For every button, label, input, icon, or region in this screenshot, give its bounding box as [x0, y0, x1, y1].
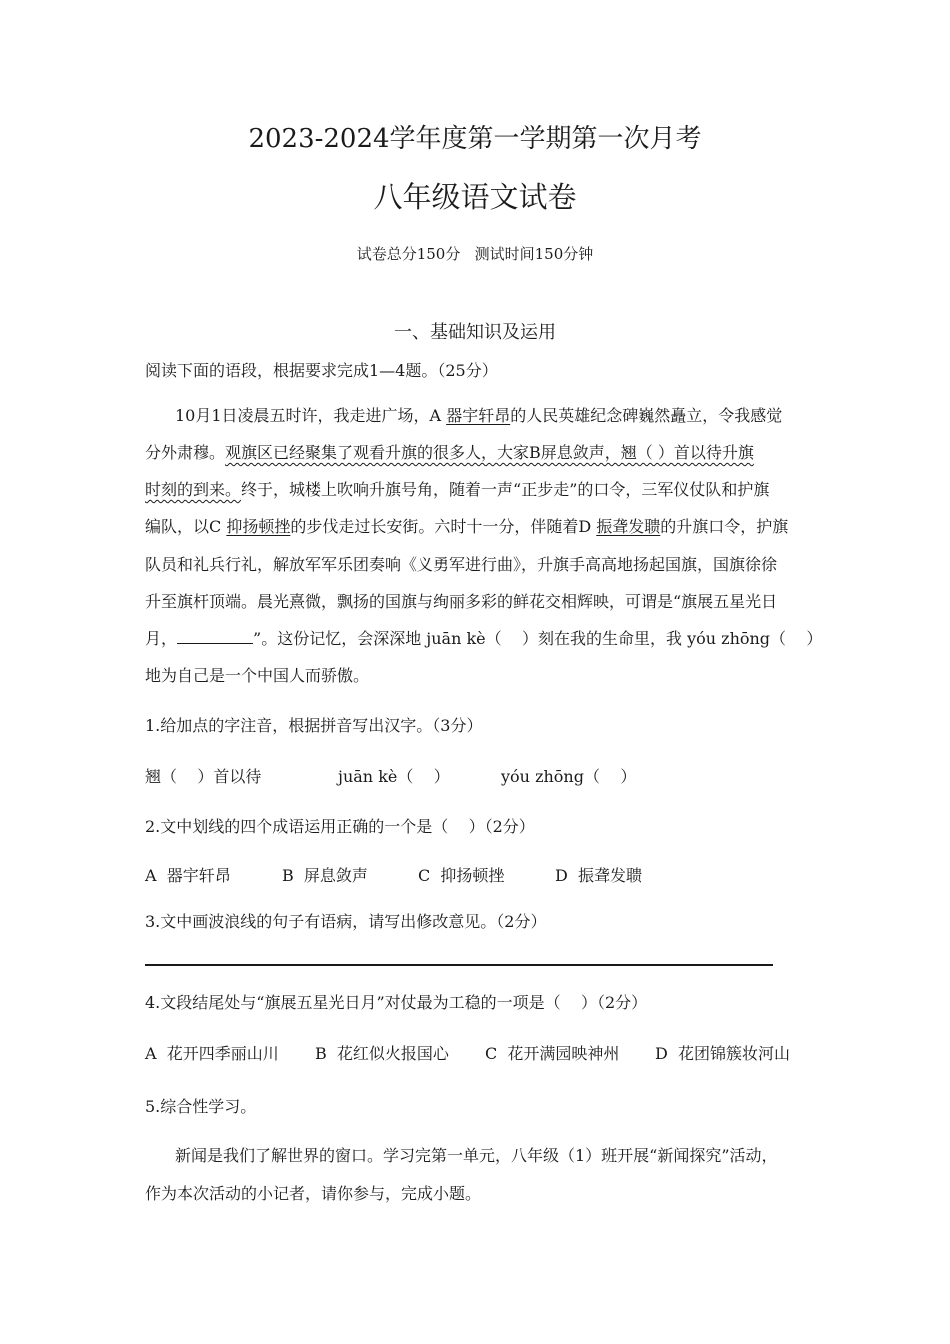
question-3: 3.文中画波浪线的句子有语病，请写出修改意见。（2分） — [145, 912, 547, 931]
exam-subtitle: 八年级语文试卷 — [373, 180, 577, 214]
wavy-sentence: 观旗区已经聚集了观看升旗的很多人，大家B屏息敛声，翘（ ）首以待升旗 — [225, 443, 754, 462]
question-1: 1.给加点的字注音，根据拼音写出汉字。（3分） — [145, 716, 483, 735]
section-intro: 阅读下面的语段，根据要求完成1—4题。（25分） — [145, 361, 498, 380]
q1-item[interactable]: juān kè（ ） — [338, 767, 450, 786]
q5-paragraph: 作为本次活动的小记者，请你参与，完成小题。 — [145, 1184, 482, 1203]
passage-line — [145, 477, 769, 500]
exam-title: 2023-2024学年度第一学期第一次月考 — [248, 124, 702, 154]
passage-text: 的人民英雄纪念碑巍然矗立，令我感觉 — [510, 406, 783, 425]
passage-line — [145, 626, 822, 649]
passage-line — [175, 403, 782, 426]
wavy-sentence: 时刻的到来。 — [145, 480, 242, 499]
idiom-c: 抑扬顿挫 — [226, 517, 291, 536]
idiom-a: 器宇轩昂 — [446, 406, 511, 425]
q5-paragraph: 新闻是我们了解世界的窗口。学习完第一单元，八年级（1）班开展“新闻探究”活动， — [175, 1146, 778, 1165]
question-5: 5.综合性学习。 — [145, 1097, 257, 1116]
passage-text: 编队，以C — [145, 517, 227, 536]
q4-option-d[interactable]: D 花团锦簇妆河山 — [655, 1044, 791, 1063]
fill-blank[interactable] — [177, 629, 253, 644]
q4-option-c[interactable]: C 花开满园映神州 — [485, 1044, 620, 1063]
passage-text: ”。这份记忆，会深深地 juān kè（ ）刻在我的生命里，我 yóu zhōng（ ） — [253, 629, 823, 648]
q2-option-b[interactable]: B 屏息敛声 — [282, 866, 368, 885]
passage-text: 的步伐走过长安街。六时十一分，伴随着D — [290, 517, 597, 536]
exam-meta: 试卷总分150分 测试时间150分钟 — [356, 245, 594, 263]
passage-line — [145, 440, 754, 463]
q1-item[interactable]: 翘（ ）首以待 — [145, 767, 262, 786]
passage-line: 升至旗杆顶端。晨光熹微，飘扬的国旗与绚丽多彩的鲜花交相辉映，可谓是“旗展五星光日 — [145, 592, 778, 611]
passage-text: 10月1日凌晨五时许，我走进广场，A — [175, 406, 447, 425]
answer-line[interactable] — [145, 964, 773, 966]
passage-line: 队员和礼兵行礼，解放军军乐团奏响《义勇军进行曲》，升旗手高高地扬起国旗，国旗徐徐 — [145, 555, 778, 574]
passage-text: 的升旗口令，护旗 — [660, 517, 789, 536]
passage-text: 终于，城楼上吹响升旗号角，随着一声“正步走”的口令，三军仪仗队和护旗 — [241, 480, 770, 499]
passage-line — [145, 514, 788, 537]
q2-option-c[interactable]: C 抑扬顿挫 — [418, 866, 505, 885]
q2-option-d[interactable]: D 振聋发聩 — [555, 866, 643, 885]
section-title: 一、基础知识及运用 — [394, 322, 556, 343]
question-4: 4.文段结尾处与“旗展五星光日月”对仗最为工稳的一项是（ ）（2分） — [145, 993, 648, 1012]
q4-option-a[interactable]: A 花开四季丽山川 — [145, 1044, 279, 1063]
passage-text: 分外肃穆。 — [145, 443, 226, 462]
idiom-d: 振聋发聩 — [596, 517, 661, 536]
q1-item[interactable]: yóu zhōng（ ） — [501, 767, 637, 786]
passage-line: 地为自己是一个中国人而骄傲。 — [145, 666, 370, 685]
passage-text: 月， — [145, 629, 178, 648]
question-2: 2.文中划线的四个成语运用正确的一个是（ ）（2分） — [145, 817, 535, 836]
q2-option-a[interactable]: A 器宇轩昂 — [145, 866, 231, 885]
q4-option-b[interactable]: B 花红似火报国心 — [315, 1044, 449, 1063]
